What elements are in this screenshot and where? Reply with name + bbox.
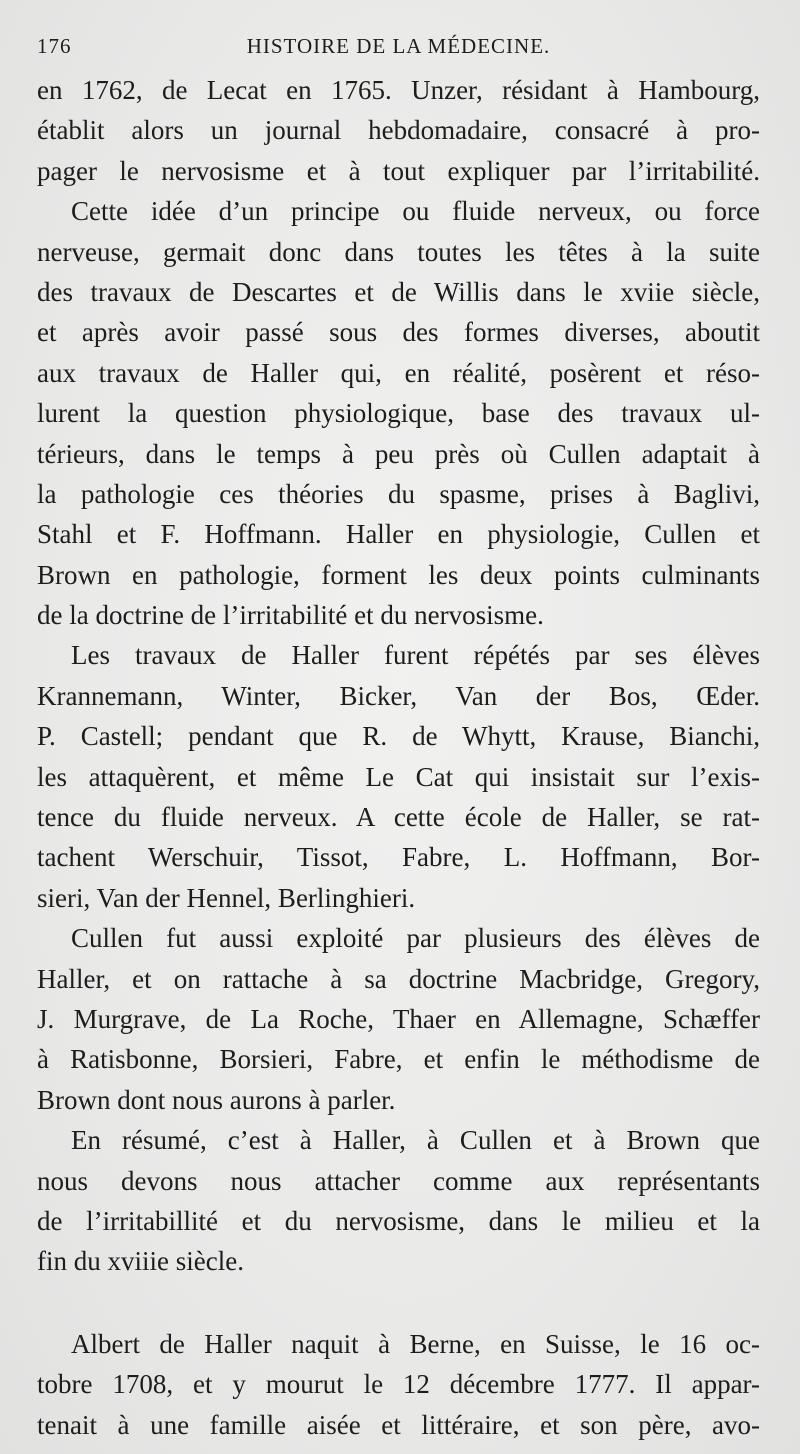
text-line: Krannemann, Winter, Bicker, Van der Bos, Œder.: [37, 680, 760, 711]
text-line: tobre 1708, et y mourut le 12 décembre 1777. Il appar-: [37, 1369, 760, 1400]
text-line: Brown en pathologie, forment les deux points culminants: [37, 559, 760, 590]
text-line: térieurs, dans le temps à peu près où Cullen adaptait à: [37, 438, 760, 469]
text-line: aux travaux de Haller qui, en réalité, posèrent et réso-: [37, 357, 760, 388]
text-line: P. Castell; pendant que R. de Whytt, Krause, Bianchi,: [37, 721, 760, 752]
text-line: tachent Werschuir, Tissot, Fabre, L. Hoffmann, Bor-: [37, 842, 760, 873]
text-line: sieri, Van der Hennel, Berlinghieri.: [37, 882, 416, 913]
text-line: En résumé, c’est à Haller, à Cullen et à Brown que: [71, 1125, 760, 1156]
page-body: [37, 70, 760, 1445]
paragraph: [37, 191, 760, 635]
text-line: nerveuse, germait donc dans toutes les têtes à la suite: [37, 236, 760, 267]
section-gap: [37, 1282, 760, 1324]
text-line: de l’irritabillité et du nervosisme, dans le milieu et la: [37, 1205, 760, 1236]
paragraph: [37, 918, 760, 1120]
paragraph: [37, 635, 760, 918]
paragraph: [37, 1324, 760, 1445]
text-line: Cullen fut aussi exploité par plusieurs des élèves de: [71, 923, 760, 954]
running-title: HISTOIRE DE LA MÉDECINE.: [246, 34, 551, 58]
text-line: J. Murgrave, de La Roche, Thaer en Allemagne, Schæffer: [37, 1003, 760, 1034]
text-line: la pathologie ces théories du spasme, prises à Baglivi,: [37, 478, 760, 509]
paragraph: [37, 70, 760, 191]
text-line: fin du xviiie siècle.: [37, 1246, 244, 1277]
text-line: tenait à une famille aisée et littéraire, et son père, avo-: [37, 1409, 760, 1440]
text-line: de la doctrine de l’irritabilité et du nervosisme.: [37, 600, 544, 631]
text-line: nous devons nous attacher comme aux représentants: [37, 1165, 760, 1196]
text-line: Cette idée d’un principe ou fluide nerveux, ou force: [71, 196, 760, 227]
text-line: tence du fluide nerveux. A cette école de Haller, se rat-: [37, 802, 760, 833]
text-line: des travaux de Descartes et de Willis dans le xviie siècle,: [37, 276, 760, 307]
text-line: établit alors un journal hebdomadaire, consacré à pro-: [37, 115, 760, 146]
paragraph: [37, 1120, 760, 1282]
text-line: à Ratisbonne, Borsieri, Fabre, et enfin le méthodisme de: [37, 1044, 760, 1075]
text-line: en 1762, de Lecat en 1765. Unzer, résidant à Hambourg,: [37, 75, 760, 105]
text-line: Les travaux de Haller furent répétés par ses élèves: [71, 640, 760, 671]
text-line: Albert de Haller naquit à Berne, en Suisse, le 16 oc-: [71, 1328, 760, 1359]
text-line: les attaquèrent, et même Le Cat qui insistait sur l’exis-: [37, 761, 760, 792]
text-line: Stahl et F. Hoffmann. Haller en physiologie, Cullen et: [37, 519, 760, 550]
text-line: lurent la question physiologique, base des travaux ul-: [37, 398, 760, 429]
text-line: et après avoir passé sous des formes diverses, aboutit: [37, 317, 760, 348]
page-number: 176: [37, 34, 72, 58]
text-line: Brown dont nous aurons à parler.: [37, 1084, 396, 1115]
running-header: [37, 34, 760, 64]
text-line: pager le nervosisme et à tout expliquer par l’irritabilité.: [37, 155, 760, 186]
text-line: Haller, et on rattache à sa doctrine Macbridge, Gregory,: [37, 963, 760, 994]
